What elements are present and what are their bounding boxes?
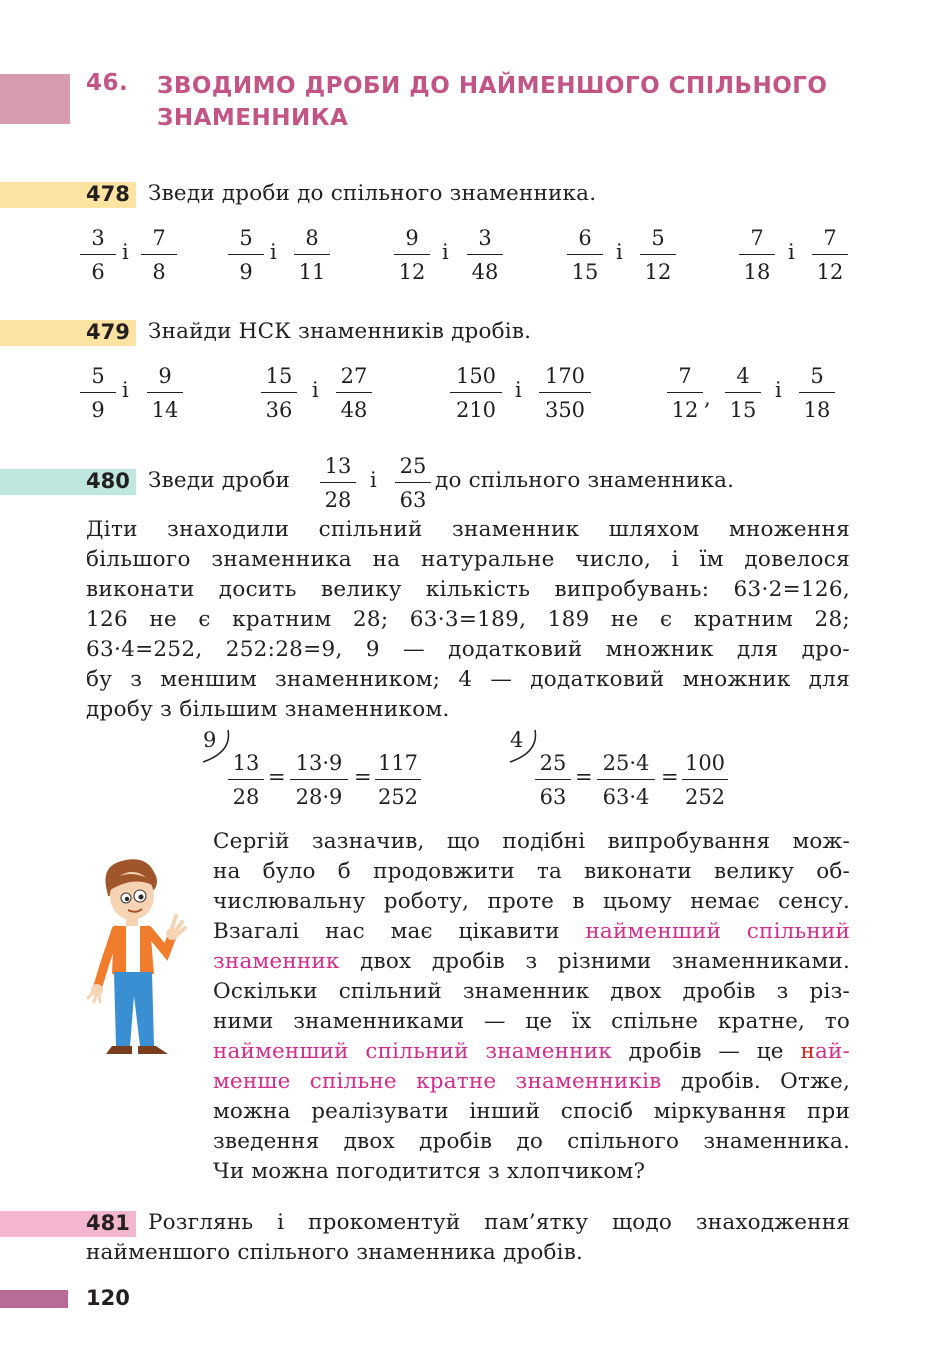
text-line: знаменник двох дробів з різними знаменниками. xyxy=(213,949,850,974)
equals-sign: = xyxy=(268,765,286,789)
text-line: зведення двох дробів до спільного знаменника. xyxy=(213,1129,850,1154)
text-line: бу з меншим знаменником; 4 — додатковий множник для xyxy=(86,667,850,692)
highlighted-term: менше спільне кратне знаменників xyxy=(213,1069,662,1094)
equals-sign: = xyxy=(661,765,679,789)
text-line: числювальну роботу, проте в цьому немає сенсу. xyxy=(213,889,850,914)
fraction: 3 48 xyxy=(465,226,505,284)
text-line: виконати досить велику кількість випробувань: 63·2=126, xyxy=(86,577,850,602)
text-line: найменший спільний знаменник дробів — це най- xyxy=(213,1039,850,1064)
section-title-line1: ЗВОДИМО ДРОБИ ДО НАЙМЕНШОГО СПІЛЬНОГО xyxy=(157,73,828,99)
fraction: 13 28 xyxy=(226,751,266,809)
conjunction: і xyxy=(788,240,795,264)
conjunction: і xyxy=(312,378,319,402)
comma: , xyxy=(704,386,711,410)
text-line: Сергій зазначив, що подібні випробування мож- xyxy=(213,829,850,854)
text-line: 63·4=252, 252:28=9, 9 — додатковий множник для дро- xyxy=(86,637,850,662)
task-481-number: 481 xyxy=(86,1211,130,1235)
task-480-text-after: до спільного знаменника. xyxy=(435,468,735,493)
conjunction: і xyxy=(442,240,449,264)
task-478-number: 478 xyxy=(86,182,130,206)
highlighted-term: знаменник xyxy=(213,949,340,974)
text-line: дробу з більшим знаменником. xyxy=(86,697,450,722)
task-478-text: Зведи дроби до спільного знаменника. xyxy=(148,181,597,206)
chapter-color-block xyxy=(0,74,70,124)
page-marker xyxy=(0,1290,68,1308)
page-number: 120 xyxy=(86,1286,130,1310)
fraction: 8 11 xyxy=(292,226,332,284)
task-480-text-before: Зведи дроби xyxy=(148,468,291,493)
fraction: 9 12 xyxy=(392,226,432,284)
text-line: Оскільки спільний знаменник двох дробів з різ- xyxy=(213,979,850,1004)
task-480-explanation xyxy=(86,515,850,725)
fraction: 117 252 xyxy=(373,751,423,809)
fraction: 25·4 63·4 xyxy=(595,751,657,809)
task-480-number: 480 xyxy=(86,469,130,493)
task-479-number: 479 xyxy=(86,320,130,344)
text-line: 126 не є кратним 28; 63·3=189, 189 не є кратним 28; xyxy=(86,607,850,632)
fraction: 5 12 xyxy=(638,226,678,284)
conjunction: і xyxy=(370,468,377,492)
fraction: 13 28 xyxy=(318,454,358,512)
fraction: 25 63 xyxy=(533,751,573,809)
boy-illustration-icon xyxy=(84,856,194,1066)
text-line: Взагалі нас має цікавити найменший спільний xyxy=(213,919,851,944)
text-line: можна реалізувати інший спосіб міркування при xyxy=(213,1099,850,1124)
text-line: Діти знаходили спільний знаменник шляхом множення xyxy=(86,517,850,542)
task-481-text-line1: Розглянь і прокоментуй пам’ятку щодо знаходження xyxy=(148,1210,850,1235)
fraction: 15 36 xyxy=(259,364,299,422)
text-line: менше спільне кратне знаменників дробів. Отже, xyxy=(213,1069,850,1094)
conjunction: і xyxy=(515,378,522,402)
highlighted-term: найменший спільний xyxy=(585,919,851,944)
boy-explanation xyxy=(213,827,850,1187)
fraction: 27 48 xyxy=(334,364,374,422)
highlighted-term: найменший спільний знаменник xyxy=(213,1039,612,1064)
fraction: 5 18 xyxy=(797,364,837,422)
conjunction: і xyxy=(122,378,129,402)
fraction: 7 12 xyxy=(665,364,705,422)
fraction: 7 8 xyxy=(139,226,179,284)
fraction: 7 18 xyxy=(737,226,777,284)
section-number: 46. xyxy=(86,70,129,96)
task-479-text: Знайди НСК знаменників дробів. xyxy=(148,319,532,344)
fraction: 7 12 xyxy=(810,226,850,284)
conjunction: і xyxy=(122,240,129,264)
section-title-line2: ЗНАМЕННИКА xyxy=(157,105,349,131)
conjunction: і xyxy=(616,240,623,264)
fraction: 150 210 xyxy=(448,364,504,422)
conjunction: і xyxy=(775,378,782,402)
text-line: Чи можна погодитится з хлопчиком? xyxy=(213,1159,646,1184)
fraction: 100 252 xyxy=(680,751,730,809)
text-line: більшого знаменника на натуральне число, і їм довелося xyxy=(86,547,850,572)
fraction: 9 14 xyxy=(145,364,185,422)
task-481-text-line2: найменшого спільного знаменника дробів. xyxy=(86,1240,584,1265)
additional-factor: 4 xyxy=(510,728,524,752)
fraction: 5 9 xyxy=(78,364,118,422)
fraction: 25 63 xyxy=(393,454,433,512)
fraction: 4 15 xyxy=(723,364,763,422)
conjunction: і xyxy=(270,240,277,264)
additional-factor: 9 xyxy=(203,728,217,752)
text-line: на було б продовжити та виконати велику об- xyxy=(213,859,850,884)
equals-sign: = xyxy=(354,765,372,789)
fraction: 6 15 xyxy=(565,226,605,284)
section-title xyxy=(157,70,917,134)
fraction: 3 6 xyxy=(78,226,118,284)
text-line: ними знаменниками — це їх спільне кратне, то xyxy=(213,1009,850,1034)
fraction: 5 9 xyxy=(226,226,266,284)
fraction: 13·9 28·9 xyxy=(288,751,350,809)
equals-sign: = xyxy=(575,765,593,789)
fraction: 170 350 xyxy=(537,364,593,422)
